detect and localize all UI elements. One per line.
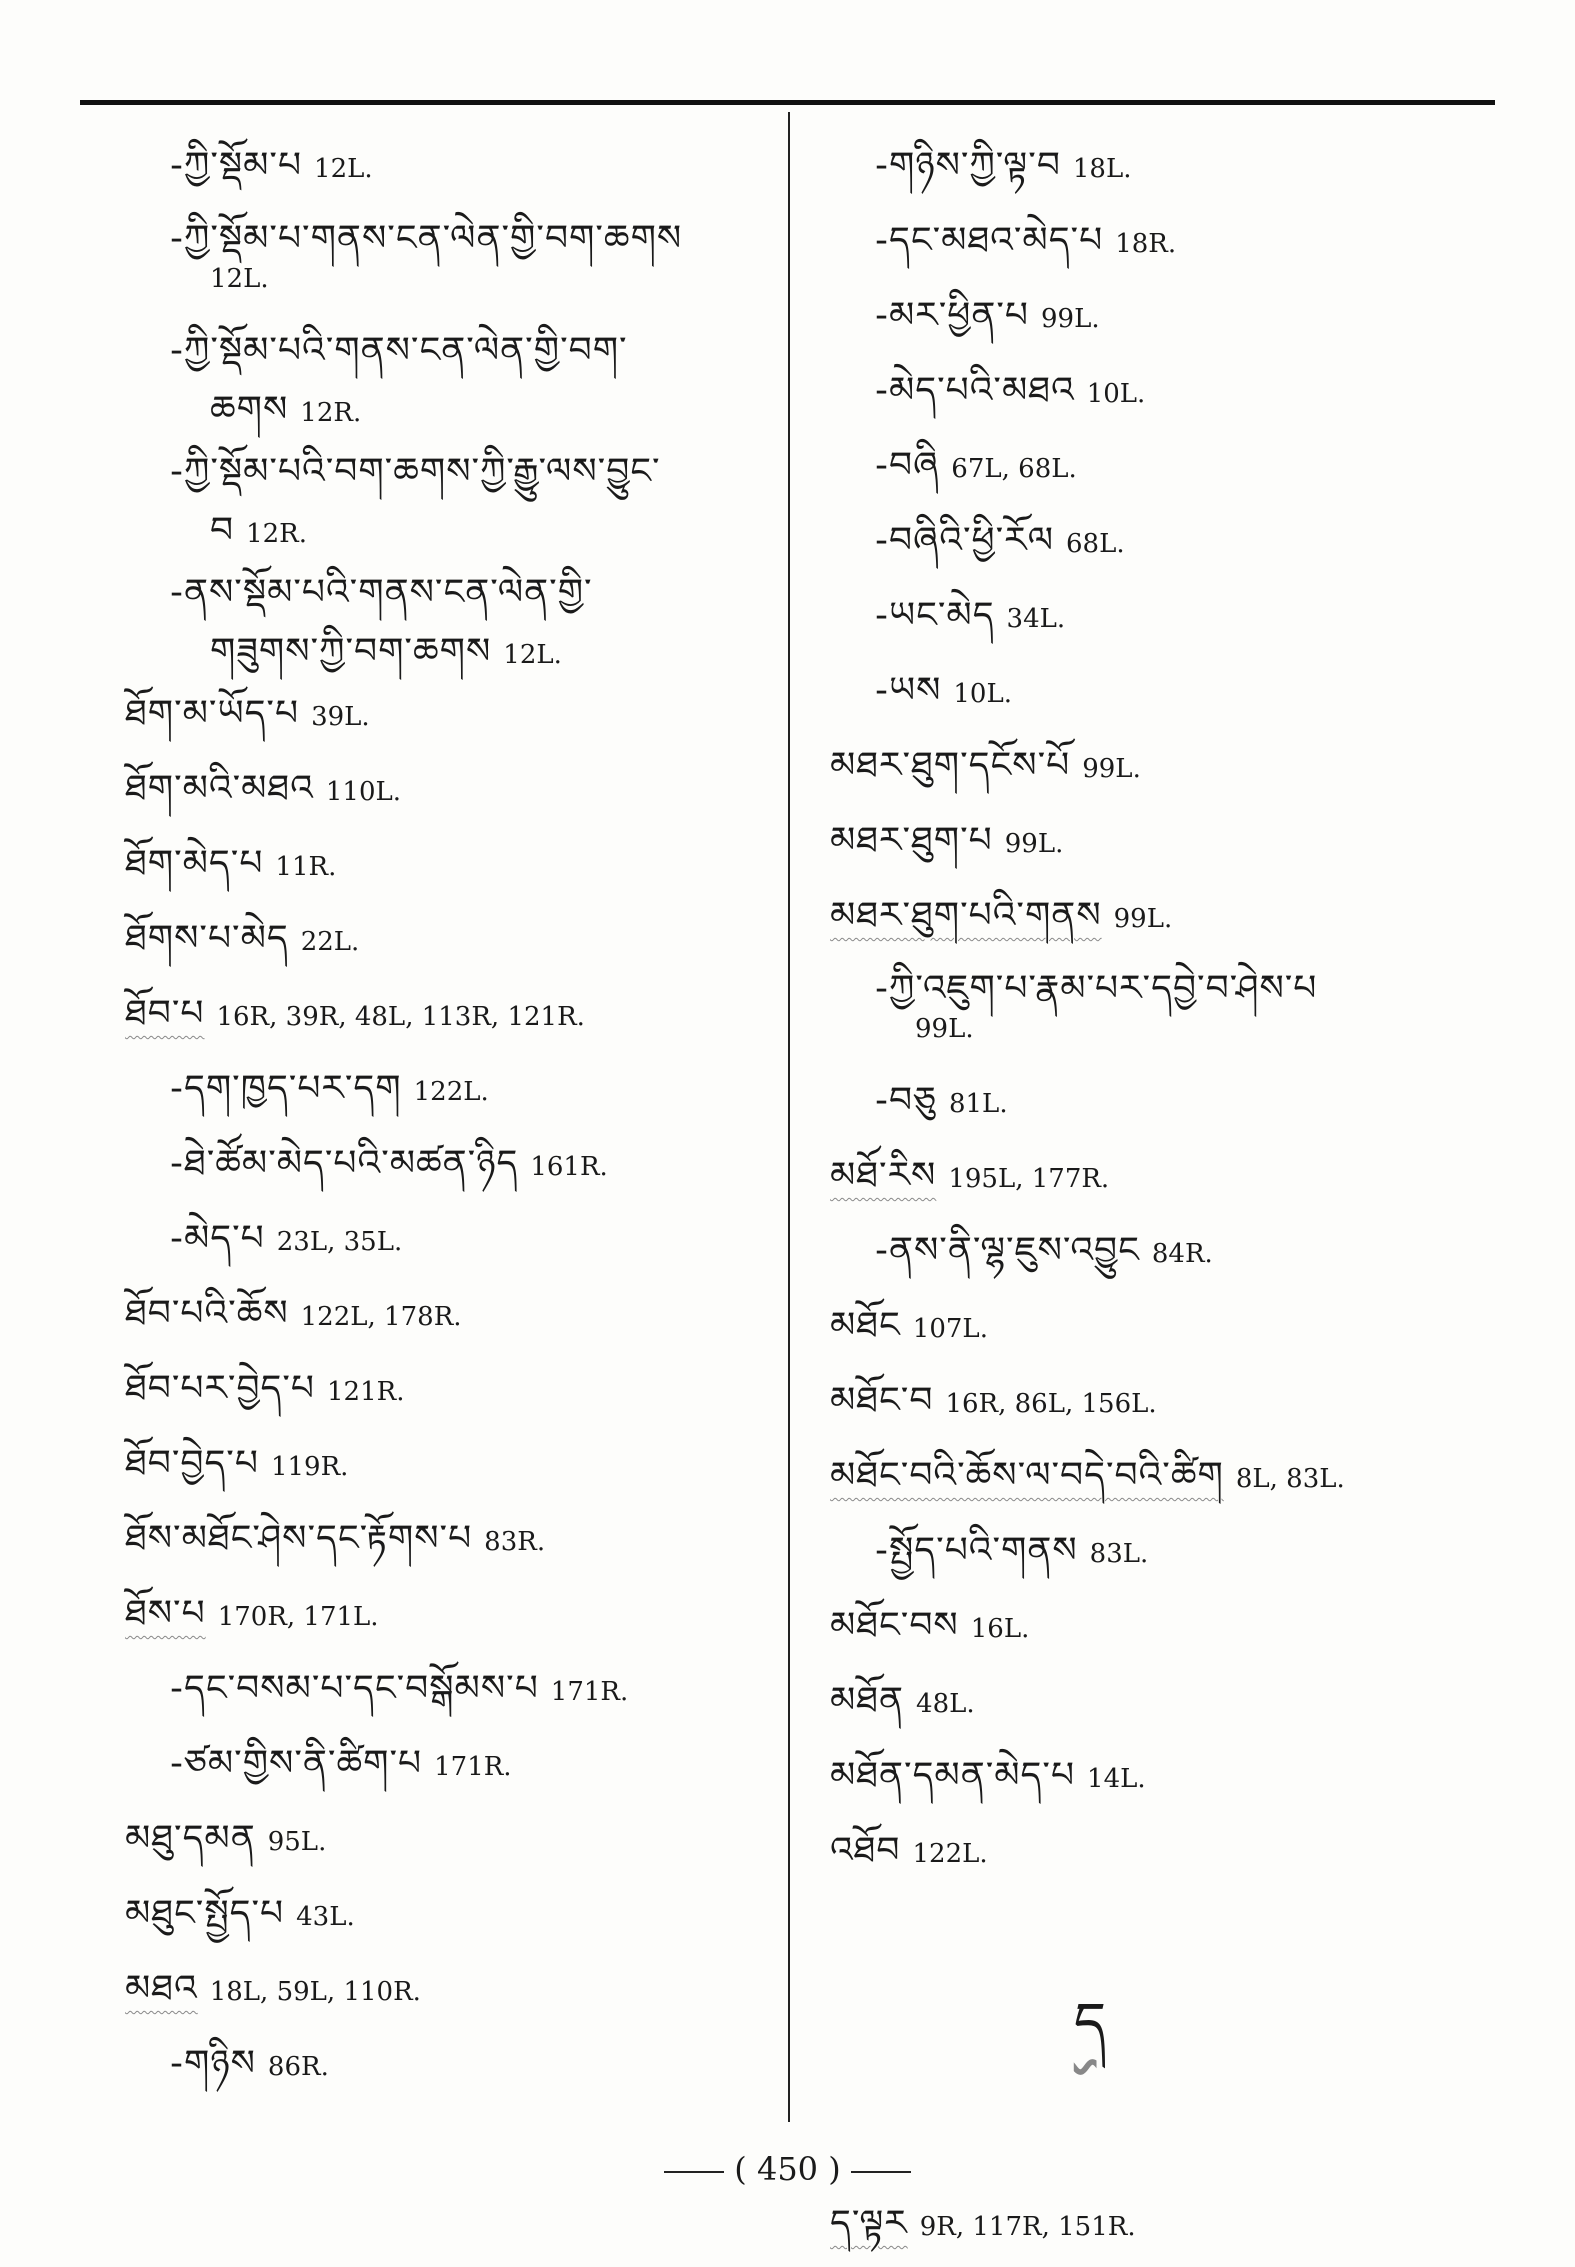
index-entry [125,678,775,753]
entry-term: -ཐེ་ཚོམ་མེད་པའི་མཚན་ཉིད [170,1143,519,1184]
entry-term: མཐུང་སྤྱོད་པ [125,1893,285,1934]
entry-page-ref: 14L. [1087,1764,1146,1794]
entry-term: མཐོ་རིས [830,1155,937,1196]
entry-term: -ཀྱི་སྡོམ་པ་གནས་ངན་ལེན་གྱི་བག་ཆགས [170,218,683,259]
entry-page-ref: 83R. [484,1527,546,1557]
entry-term: མཐོང [830,1305,901,1346]
index-entry [125,1353,775,1428]
index-entry [830,355,1510,430]
entry-page-ref: 11R. [275,852,337,882]
index-entry [125,1053,775,1128]
entry-term: ད་ལྟར [830,2203,908,2244]
index-entry [830,280,1510,355]
entry-page-ref: 18L, 59L, 110R. [209,1977,421,2007]
entry-page-ref: 171R. [550,1677,629,1707]
entry-term: -ཀྱི་སྡོམ་པའི་བག་ཆགས་ཀྱི་རྒྱུ་ལས་བྱུང་ [170,451,661,492]
index-entry [830,205,1510,280]
entry-term: -ཀྱི་སྡོམ་པ [170,145,303,186]
index-entry [125,828,775,903]
entry-term: མཐར་ཐུག་དངོས་པོ [830,745,1071,786]
entry-page-ref: 171R. [434,1752,512,1782]
entry-page-ref: 107L. [912,1314,988,1344]
entry-term: ཐོག་མེད་པ [125,843,264,884]
top-rule [80,100,1495,105]
index-entry [125,1878,775,1953]
entry-term: -ཙམ་གྱིས་ནི་ཚིག་པ [170,1743,423,1784]
entry-term: -མེད་པའི་མཐའ [875,370,1075,411]
entry-term: མཐོང་བས [830,1605,959,1646]
index-entry [125,1653,775,1728]
index-entry [125,1428,775,1503]
entry-term: ཐོབ་བྱེད་པ [125,1443,259,1484]
entry-term: -ཀྱི་འཇུག་པ་རྣམ་པར་དབྱེ་བ་ཤེས་པ [875,968,1318,1009]
entry-page-ref: 12L. [503,640,562,670]
entry-page-ref: 170R, 171L. [217,1602,379,1632]
entry-page-ref: 12R. [246,519,308,549]
entry-page-ref: 110L. [325,777,402,807]
index-entry [125,2028,775,2103]
entry-page-ref: 122L. [912,1839,988,1869]
entry-page-ref: 43L. [296,1902,355,1932]
index-entry [830,580,1510,655]
entry-term: མཐའ [125,1968,198,2009]
index-entry [125,1503,775,1578]
index-entry [125,508,775,557]
entry-term: མཐར་ཐུག་པའི་གནས [830,895,1102,936]
entry-term: -བཞི [875,445,940,486]
entry-page-ref: 99L. [915,1014,974,1044]
entry-term: -གཉིས [170,2043,256,2084]
entry-term: -ནས་ནི་ལྷ་ཇུས་འབྱུང [875,1230,1140,1271]
entry-page-ref: 48L. [916,1689,975,1719]
entry-term: ཐོགས་པ་མེད [125,918,289,959]
entry-term: ཐོས་མཐོང་ཤེས་དང་རྟོགས་པ [125,1518,473,1559]
entry-page-ref: 12L. [210,264,269,294]
page-number-text: ( 450 ) [734,2150,841,2188]
entry-page-ref: 161R. [530,1152,608,1182]
entry-page-ref: 18L. [1072,154,1132,184]
index-entry [125,387,775,436]
entry-page-ref: 23L, 35L. [276,1227,403,1257]
section-heading [830,1960,1350,2118]
page-dash-right [851,2171,911,2173]
index-entry [830,505,1510,580]
entry-term: -བཞིའི་ཕྱི་རོལ [875,520,1054,561]
index-entry [830,655,1510,730]
index-entry [125,903,775,978]
entry-term: མཐར་ཐུག་པ [830,820,993,861]
page-dash-left [664,2171,724,2173]
entry-term: -ནས་སྡོམ་པའི་གནས་ངན་ལེན་གྱི་ [170,572,593,613]
entry-page-ref: 99L. [1113,904,1173,934]
entry-page-ref: 8L, 83L. [1235,1464,1345,1494]
entry-term: -མེད་པ [170,1218,265,1259]
entry-page-ref: 68L. [1066,529,1125,559]
entry-term: -དག་ཁྱད་པར་དག [170,1068,402,1109]
entry-term: -གཉིས་ཀྱི་ལྟ་བ [875,145,1061,186]
index-entry [125,1803,775,1878]
entry-page-ref: 12L. [314,154,373,184]
entry-page-ref: 121R. [327,1377,405,1407]
entry-term: ཐོག་མ་ཡོད་པ [125,693,300,734]
entry-term: བ [210,510,235,551]
entry-page-ref: 84R. [1151,1239,1213,1269]
index-entry [830,1440,1510,1515]
index-entry [830,1215,1510,1290]
index-entry [125,436,775,508]
entry-term: -མར་ཕྱིན་པ [875,295,1029,336]
entry-page-ref: 95L. [267,1827,327,1857]
entry-page-ref: 18R. [1115,229,1177,259]
index-entry [830,1290,1510,1365]
right-column [830,130,1510,2263]
index-entry [830,1740,1510,1815]
entry-page-ref: 195L, 177R. [948,1164,1110,1194]
entry-page-ref: 10L. [953,679,1013,709]
entry-term: མཐོང་བའི་ཆོས་ལ་བདེ་བའི་ཚིག [830,1455,1224,1496]
index-entry [830,969,1510,1049]
entry-page-ref: 99L. [1082,754,1141,784]
entry-page-ref: 34L. [1006,604,1066,634]
index-entry [125,1728,775,1803]
index-entry [830,2188,1510,2263]
entry-term: ཐོབ་པར་བྱེད་པ [125,1368,316,1409]
entry-term: -དང་མཐའ་མེད་པ [875,220,1104,261]
index-entry [830,430,1510,505]
entry-page-ref: 99L. [1004,829,1064,859]
entry-term: -ཡང་མེད [875,595,995,636]
entry-page-ref: 16R, 39R, 48L, 113R, 121R. [216,1002,585,1032]
entry-term: ཆགས [210,389,289,430]
index-entry [830,1665,1510,1740]
index-entry [125,315,775,387]
index-entry [830,1590,1510,1665]
entry-page-ref: 39L. [311,702,370,732]
entry-page-ref: 81L. [948,1089,1008,1119]
entry-page-ref: 12R. [300,398,362,428]
index-entry [125,1578,775,1653]
entry-term: མཐུ་དམན [125,1818,256,1859]
index-entry [125,1203,775,1278]
entry-page-ref: 9R, 117R, 151R. [919,2212,1136,2242]
index-entry [125,1953,775,2028]
entry-term: མཐོན [830,1680,905,1721]
index-entry [830,130,1510,205]
entry-term: ཐོབ་པ [125,993,205,1034]
index-entry [830,880,1510,955]
entry-term: -སྤྱོད་པའི་གནས [875,1530,1078,1571]
entry-page-ref: 16R, 86L, 156L. [945,1389,1157,1419]
entry-term: མཐོང་བ [830,1380,934,1421]
index-entry [830,1140,1510,1215]
entry-term: ཐོག་མའི་མཐའ [125,768,314,809]
entry-page-ref: 119R. [270,1452,349,1482]
left-column [125,130,775,2103]
entry-term: -དང་བསམ་པ་དང་བསྒོམས་པ [170,1668,539,1709]
index-entry [125,753,775,828]
entry-page-ref: 16L. [970,1614,1030,1644]
entry-term: མཐོན་དམན་མེད་པ [830,1755,1076,1796]
index-entry [830,1065,1510,1140]
entry-page-ref: 83L. [1089,1539,1149,1569]
index-entry [830,1815,1510,1890]
section-letter: ད [1073,1991,1107,2056]
entry-term: -བཅུ [875,1080,937,1121]
entry-page-ref: 122L. [413,1077,489,1107]
entry-page-ref: 99L. [1040,304,1100,334]
index-entry [125,557,775,629]
index-entry [830,805,1510,880]
entry-page-ref: 122L, 178R. [300,1302,462,1332]
entry-page-ref: 67L, 68L. [951,454,1077,484]
index-entry [830,1515,1510,1590]
index-entry [125,1278,775,1353]
index-entry [125,130,775,205]
index-entry [125,219,775,299]
index-entry [125,1128,775,1203]
entry-term: -ཡས [875,670,942,711]
index-entry [125,978,775,1053]
entry-page-ref: 86R. [267,2052,329,2082]
index-entry [830,730,1510,805]
entry-term: གཟུགས་ཀྱི་བག་ཆགས [210,631,492,672]
entry-term: འཐོབ [830,1830,901,1871]
entry-page-ref: 22L. [300,927,360,957]
index-entry [125,629,775,678]
entry-page-ref: 10L. [1086,379,1146,409]
entry-term: -ཀྱི་སྡོམ་པའི་གནས་ངན་ལེན་གྱི་བག་ [170,330,628,371]
index-entry [830,1365,1510,1440]
entry-term: ཐོབ་པའི་ཆོས [125,1293,289,1334]
entry-term: ཐོས་པ [125,1593,206,1634]
column-divider [788,112,790,2122]
page-number [0,2150,1575,2188]
